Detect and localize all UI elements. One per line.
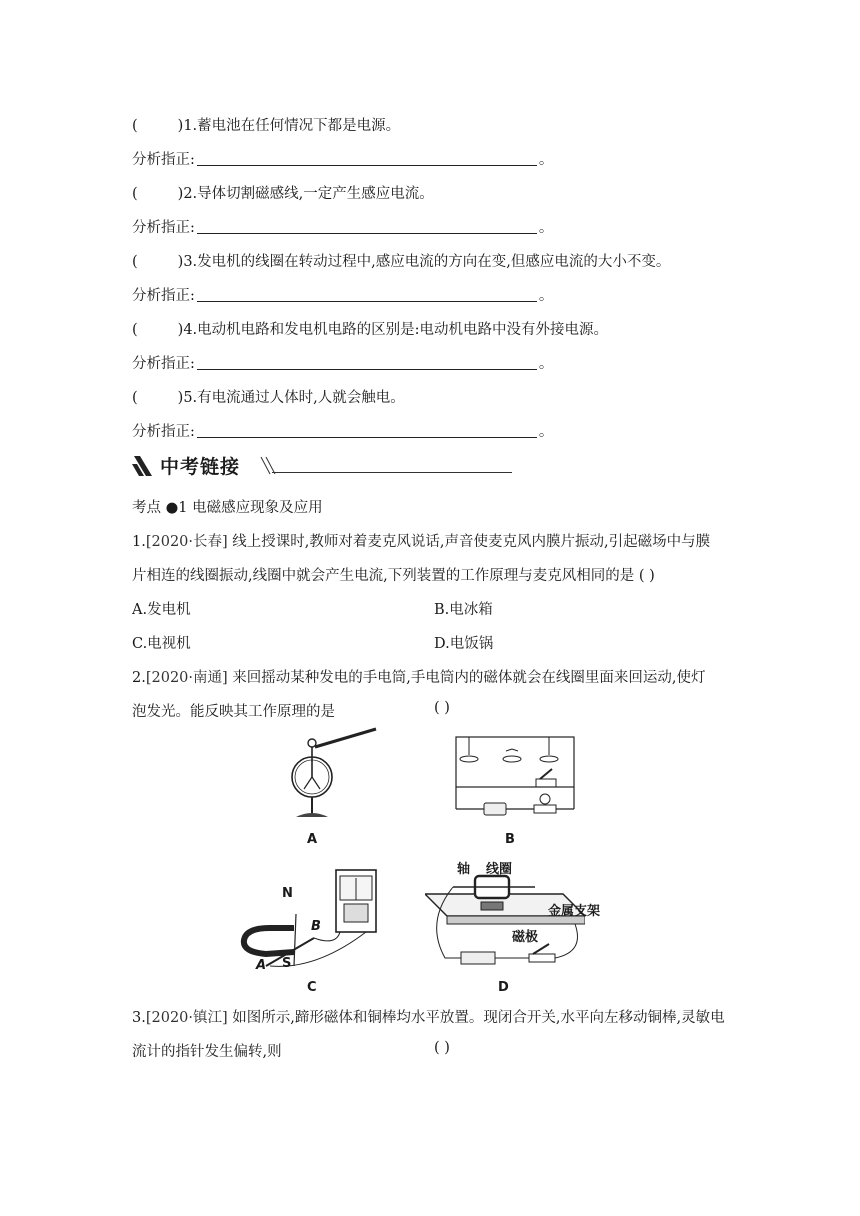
open-paren: (	[132, 118, 138, 134]
question-3-line-2: 流计的指针发生偏转,则	[132, 1044, 282, 1060]
analysis-line-3	[132, 284, 553, 305]
option-b[interactable]: B.电冰箱	[434, 602, 493, 618]
judgment-text: )2.导体切割磁感线,一定产生感应电流。	[177, 186, 434, 202]
period: 。	[538, 152, 554, 168]
question-source: [2020·南通]	[145, 670, 228, 686]
period: 。	[538, 356, 554, 372]
analysis-label: 分析指正:	[132, 424, 195, 440]
analysis-line-1	[132, 148, 553, 169]
analysis-label: 分析指正:	[132, 288, 195, 304]
analysis-label: 分析指正:	[132, 356, 195, 372]
heading-rule	[272, 472, 512, 473]
analysis-label: 分析指正:	[132, 220, 195, 236]
question-text: 如图所示,蹄形磁体和铜棒均水平放置。现闭合开关,水平向左移动铜棒,灵敏电	[227, 1010, 725, 1026]
topic-line: 考点 ●1 电磁感应现象及应用	[132, 500, 323, 516]
judgment-5	[132, 386, 405, 407]
section-title: 中考链接	[160, 456, 241, 478]
question-2-line-2	[132, 700, 335, 721]
section-heading	[132, 452, 532, 480]
question-number: 1.	[132, 534, 146, 550]
analysis-line-4	[132, 352, 553, 373]
question-text: 泡发光。能反映其工作原理的是	[132, 704, 335, 720]
judgment-1	[132, 114, 400, 135]
slash-icon	[132, 454, 156, 478]
option-a[interactable]: A.发电机	[132, 602, 191, 618]
answer-paren[interactable]: ( )	[434, 700, 450, 716]
question-number: 3.	[132, 1010, 146, 1026]
question-text: 来回摇动某种发电的手电筒,手电筒内的磁体就会在线圈里面来回运动,使灯	[227, 670, 706, 686]
label-pole: 磁极	[512, 930, 539, 945]
answer-blank[interactable]	[197, 355, 537, 370]
analysis-line-2	[132, 216, 553, 237]
answer-blank[interactable]	[197, 151, 537, 166]
question-source: [2020·镇江]	[145, 1010, 228, 1026]
period: 。	[538, 288, 554, 304]
open-paren: (	[132, 390, 138, 406]
label-point-b: B	[311, 919, 321, 934]
question-number: 2.	[132, 670, 146, 686]
figure-b-diagram	[452, 733, 582, 829]
question-2-line-1	[132, 666, 706, 687]
figure-d-label: D	[498, 980, 509, 995]
period: 。	[538, 424, 554, 440]
open-paren: (	[132, 186, 138, 202]
question-text: 线上授课时,教师对着麦克风说话,声音使麦克风内膜片振动,引起磁场中与膜	[227, 534, 711, 550]
judgment-text: )1.蓄电池在任何情况下都是电源。	[177, 118, 401, 134]
judgment-3	[132, 250, 670, 271]
question-source: [2020·长春]	[145, 534, 228, 550]
open-paren: (	[132, 254, 138, 270]
judgment-text: )3.发电机的线圈在转动过程中,感应电流的方向在变,但感应电流的大小不变。	[177, 254, 671, 270]
answer-blank[interactable]	[197, 423, 537, 438]
option-d[interactable]: D.电饭锅	[434, 636, 494, 652]
judgment-text: )5.有电流通过人体时,人就会触电。	[177, 390, 405, 406]
period: 。	[538, 220, 554, 236]
figure-b-label: B	[505, 832, 515, 847]
label-coil: 线圈	[486, 862, 513, 877]
label-bracket: 金属支架	[548, 904, 601, 919]
label-n: N	[282, 886, 293, 901]
label-s: S	[282, 956, 292, 971]
open-paren: (	[132, 322, 138, 338]
analysis-label: 分析指正:	[132, 152, 195, 168]
figure-a-diagram	[278, 727, 378, 827]
label-axis: 轴	[457, 862, 471, 877]
option-c[interactable]: C.电视机	[132, 636, 191, 652]
question-1-line-2: 片相连的线圈振动,线圈中就会产生电流,下列装置的工作原理与麦克风相同的是 ( )	[132, 568, 655, 584]
question-1-line-1	[132, 530, 710, 551]
figure-c-label: C	[307, 980, 317, 995]
answer-blank[interactable]	[197, 287, 537, 302]
judgment-2	[132, 182, 434, 203]
answer-paren[interactable]: ( )	[434, 1040, 450, 1056]
question-3-line-1	[132, 1006, 725, 1027]
figure-a-label: A	[307, 832, 318, 847]
answer-blank[interactable]	[197, 219, 537, 234]
judgment-text: )4.电动机电路和发电机电路的区别是:电动机电路中没有外接电源。	[177, 322, 609, 338]
analysis-line-5	[132, 420, 553, 441]
judgment-4	[132, 318, 608, 339]
label-point-a: A	[256, 958, 267, 973]
